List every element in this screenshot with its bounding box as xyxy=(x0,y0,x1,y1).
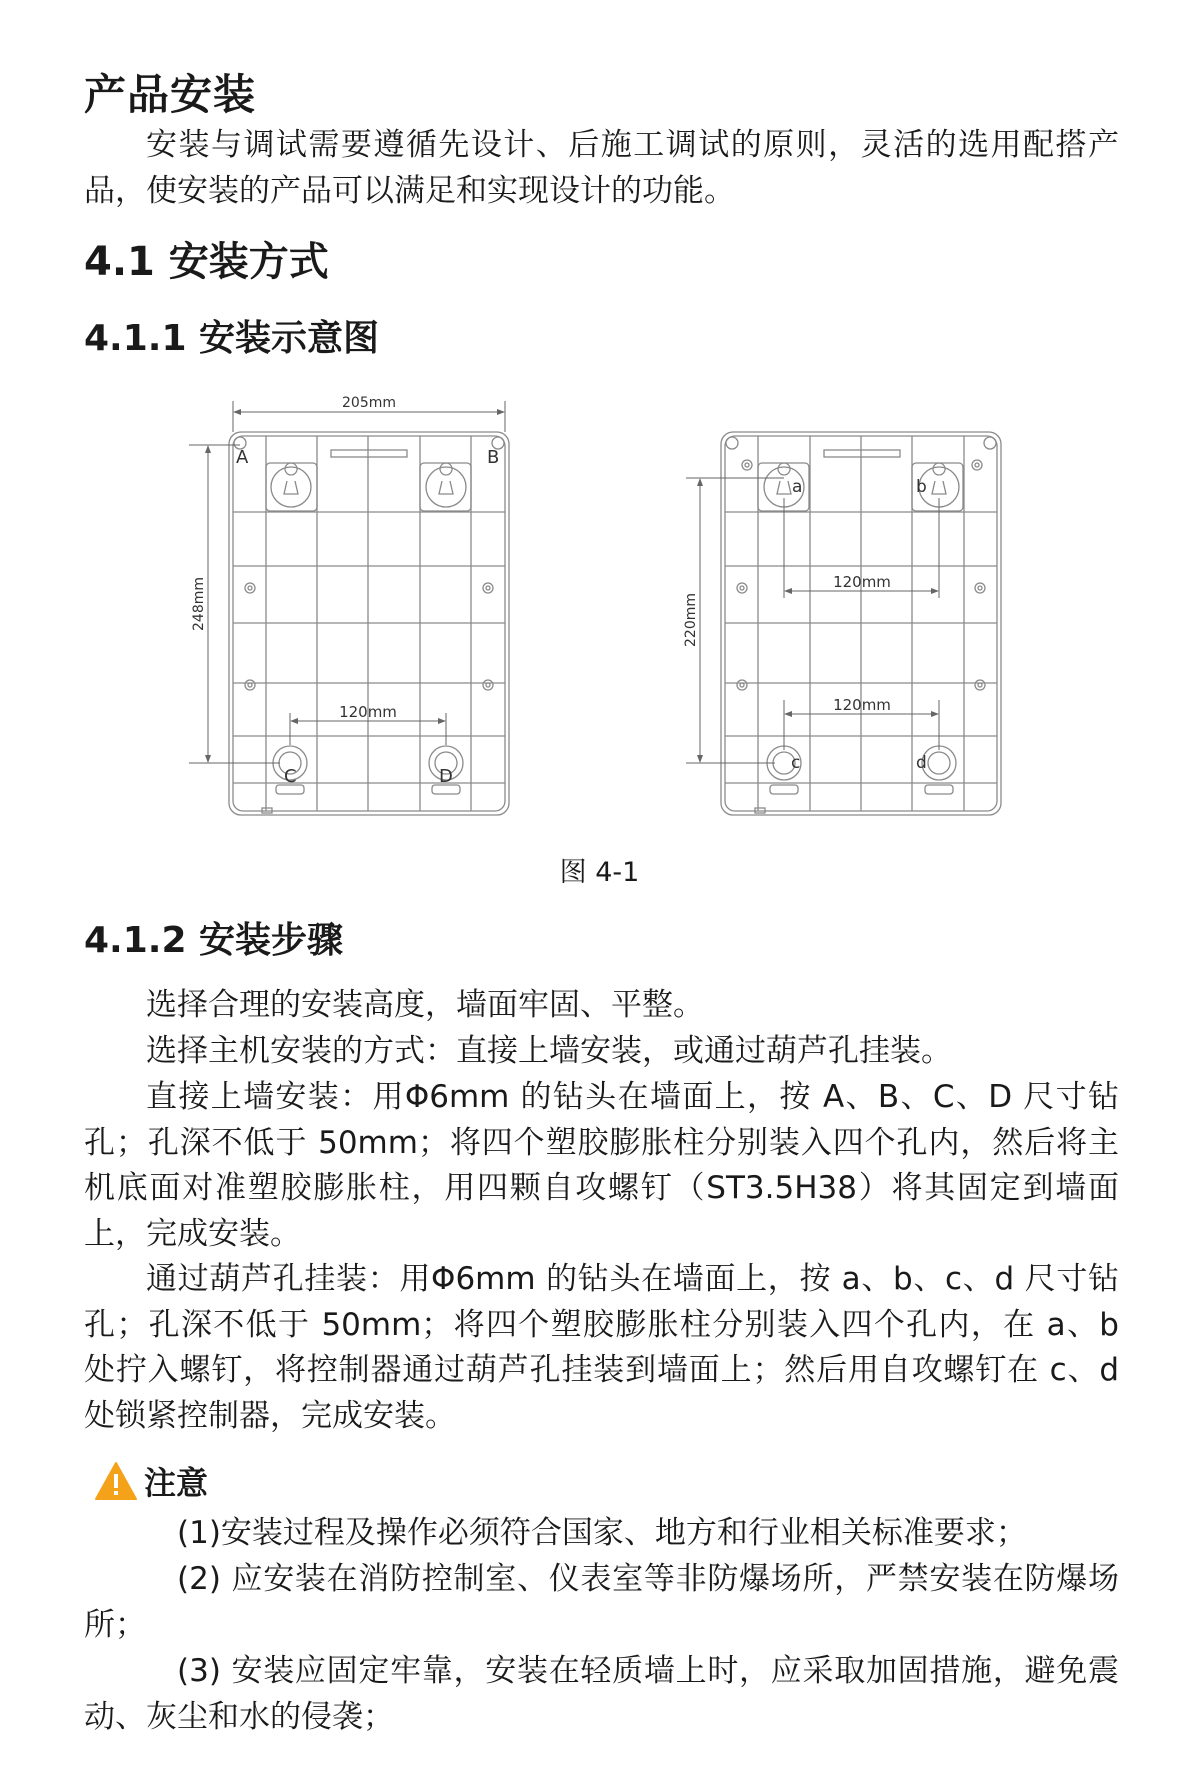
heading-4-1: 4.1 安装方式 xyxy=(84,239,329,285)
step-paragraph-4: 通过葫芦孔挂装：用Φ6mm 的钻头在墙面上，按 a、b、c、d 尺寸钻孔；孔深不低于 50mm；将四个塑胶膨胀柱分别装入四个孔内，在 a、b 处拧入螺钉，将控制器通过葫芦孔挂装到墙面上；然后用自攻螺钉在 c、d 处锁紧控制器，完成安装。 xyxy=(84,1261,1119,1434)
intro-paragraph: 安装与调试需要遵循先设计、后施工调试的原则，灵活的选用配搭产品，使安装的产品可以满足和实现设计的功能。 xyxy=(84,127,1119,209)
notice-label: 注意 xyxy=(144,1464,209,1502)
right-enclosure-outline xyxy=(721,432,1001,815)
keyhole-icons xyxy=(284,463,946,494)
heading-4-1-2: 4.1.2 安装步骤 xyxy=(84,920,344,961)
step-paragraph-1: 选择合理的安装高度，墙面牢固、平整。 xyxy=(146,987,704,1023)
hole-label-C: C xyxy=(284,766,297,787)
notice-item: (2) 应安装在消防控制室、仪表室等非防爆场所，严禁安装在防爆场所； xyxy=(84,1561,1119,1643)
warning-icon xyxy=(94,1461,138,1501)
right-dimension-lines xyxy=(686,478,939,763)
right-top-spacing-label: 120mm xyxy=(833,573,891,591)
hole-label-A: A xyxy=(236,447,249,468)
notice-list xyxy=(84,1510,1119,1740)
right-bottom-spacing-label: 120mm xyxy=(833,696,891,714)
hole-label-B: B xyxy=(487,447,500,468)
hole-label-b: b xyxy=(916,477,927,497)
figure-caption: 图 4-1 xyxy=(559,857,640,888)
notice-item: (3) 安装应固定牢靠，安装在轻质墙上时，应采取加固措施，避免震动、灰尘和水的侵袭； xyxy=(84,1653,1119,1735)
notice-item: (1)安装过程及操作必须符合国家、地方和行业相关标准要求； xyxy=(177,1515,1027,1551)
step-paragraph-3: 直接上墙安装：用Φ6mm 的钻头在墙面上，按 A、B、C、D 尺寸钻孔；孔深不低于 50mm；将四个塑胶膨胀柱分别装入四个孔内，然后将主机底面对准塑胶膨胀柱，用四颗自攻螺钉（ST3.5H38）将其固定到墙面上，完成安装。 xyxy=(84,1079,1119,1252)
left-spacing-label: 120mm xyxy=(339,703,397,721)
heading-4-1-1: 4.1.1 安装示意图 xyxy=(84,318,380,359)
notice-header xyxy=(94,1458,208,1504)
left-height-label: 248mm xyxy=(191,577,207,631)
hole-label-D: D xyxy=(439,766,453,787)
hole-label-c: c xyxy=(791,753,801,773)
hole-label-a: a xyxy=(792,477,803,497)
hole-label-d: d xyxy=(916,753,927,773)
left-enclosure-outline xyxy=(229,432,509,815)
right-height-label: 220mm xyxy=(683,593,699,647)
installation-diagram xyxy=(0,380,1199,840)
step-paragraph-2: 选择主机安装的方式：直接上墙安装，或通过葫芦孔挂装。 xyxy=(146,1033,952,1069)
left-width-label: 205mm xyxy=(342,395,396,411)
section-title: 产品安装 xyxy=(84,70,257,119)
